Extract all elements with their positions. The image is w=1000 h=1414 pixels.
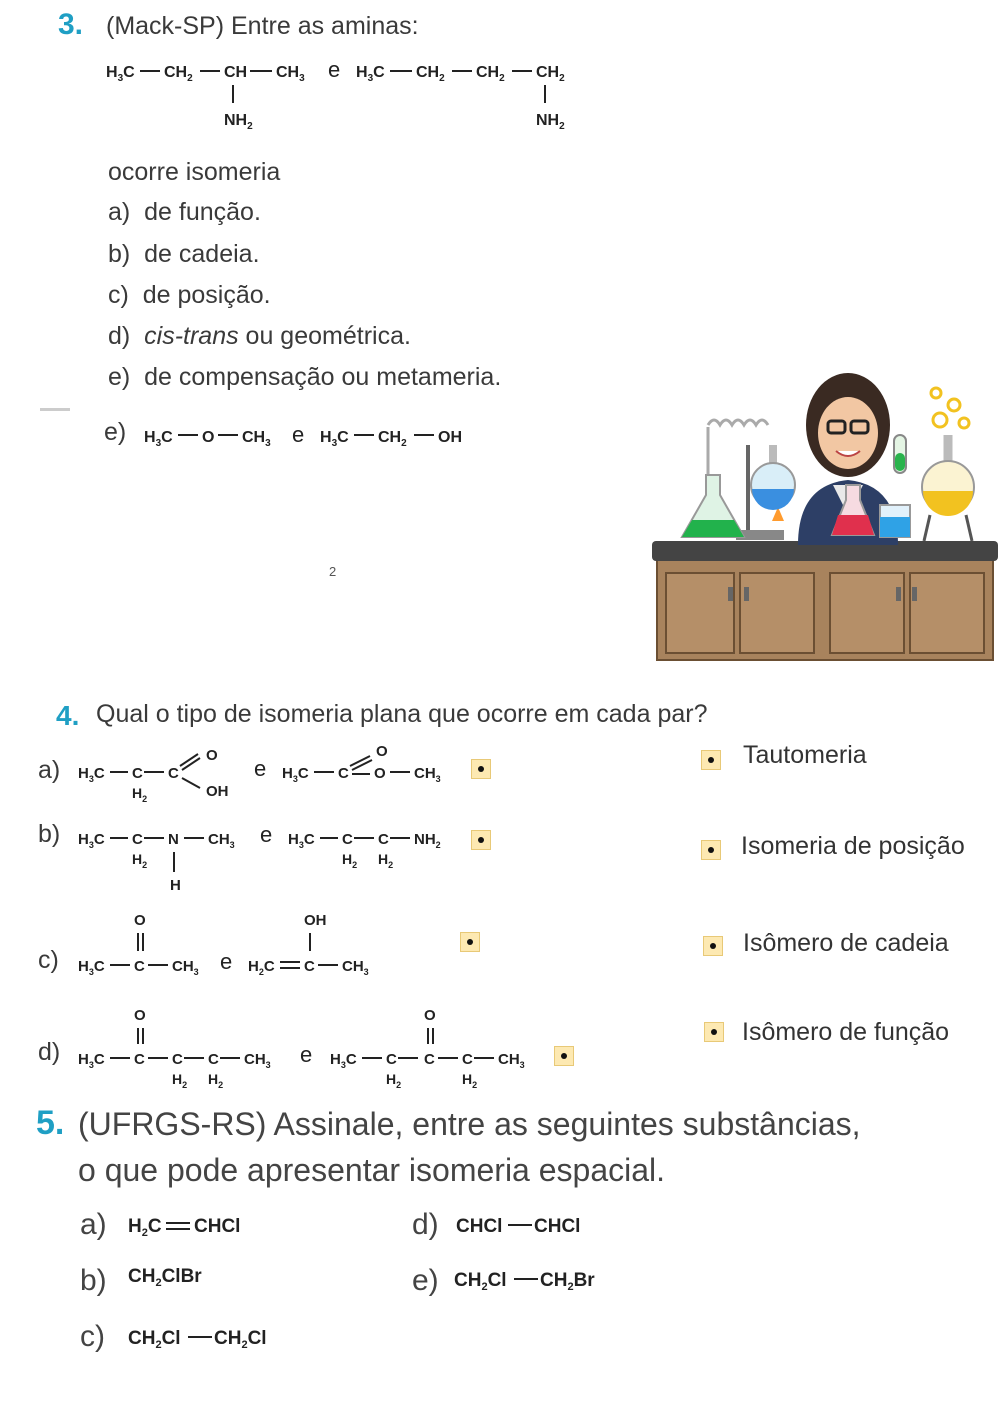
svg-text:NH2: $NH_2$ [536, 112, 565, 132]
amine-2 [356, 64, 565, 132]
svg-text:CH3: $CH_3$ [414, 765, 441, 784]
q4-pair-d-letter: d) [38, 1038, 61, 1066]
svg-text:CHCl: CHCl [456, 1216, 503, 1237]
svg-text:C: C [386, 1051, 397, 1068]
svg-text:CH2ClBr: $CH_2ClBr$ [128, 1266, 202, 1289]
option-text: de função. [144, 198, 261, 226]
svg-text:C: C [338, 765, 349, 782]
svg-text:O: O [206, 747, 218, 764]
svg-text:C: C [132, 831, 143, 848]
q5-option-a-formula [126, 1208, 266, 1244]
option-letter: a) [108, 198, 131, 226]
svg-text:H2C: $H_2C$ [248, 958, 275, 977]
svg-text:NH2: $NH_2$ [414, 831, 441, 850]
question-3-number: 3. [58, 8, 84, 41]
q4-pair-a-drop-target[interactable] [471, 759, 491, 779]
svg-text:CH3: $CH_3$ [244, 1051, 271, 1070]
svg-text:H2: $H_2$ [386, 1071, 402, 1090]
question-3-intro: (Mack-SP) Entre as aminas: [106, 12, 419, 40]
svg-text:CHCl: CHCl [534, 1216, 581, 1237]
svg-text:CH3: $CH_3$ [276, 64, 305, 84]
q4-pair-c-structures [74, 905, 404, 985]
svg-text:CH3: $CH_3$ [498, 1051, 525, 1070]
svg-text:CH2: $CH_2$ [536, 64, 565, 84]
q4-connector: e [300, 1042, 313, 1067]
question-5-line2: o que pode apresentar isomeria espacial. [78, 1152, 666, 1188]
svg-text:H2: $H_2$ [208, 1071, 224, 1090]
amine-1 [106, 64, 305, 132]
svg-text:O: O [202, 429, 215, 446]
svg-text:C: C [134, 958, 145, 975]
svg-text:H: H [170, 877, 181, 894]
answer-tautomeria[interactable]: Tautomeria [743, 741, 867, 769]
q3-extra-letter: e) [104, 418, 127, 446]
question-4-number: 4. [56, 700, 80, 731]
svg-text:H3C: $H_3C$ [78, 831, 105, 850]
q4-connector: e [220, 949, 233, 974]
q4-connector: e [260, 822, 273, 847]
svg-text:OH: OH [304, 912, 327, 929]
q5-option-c-formula [126, 1320, 306, 1356]
q4-pair-a-structures [74, 742, 474, 806]
svg-text:C: C [304, 958, 315, 975]
svg-text:N: N [168, 831, 179, 848]
q4-pair-a-letter: a) [38, 756, 61, 784]
svg-text:H3C: $H_3C$ [282, 765, 309, 784]
svg-text:O: O [376, 743, 388, 760]
option-letter: b) [108, 240, 131, 268]
svg-text:CHCl: CHCl [194, 1216, 241, 1237]
svg-text:C: C [462, 1051, 473, 1068]
svg-text:H2: $H_2$ [132, 851, 148, 870]
svg-text:H2: $H_2$ [342, 851, 358, 870]
q3-option-c[interactable] [108, 281, 271, 310]
svg-text:H2: $H_2$ [172, 1071, 188, 1090]
q5-option-e-formula [452, 1262, 622, 1298]
svg-text:CH2: $CH_2$ [476, 64, 505, 84]
answer-3-handle[interactable] [703, 936, 723, 956]
svg-text:OH: OH [206, 783, 229, 800]
svg-text:H2: $H_2$ [132, 785, 148, 804]
option-text: de posição. [142, 281, 271, 309]
svg-text:C: C [132, 765, 143, 782]
q5-option-c-letter[interactable]: c) [80, 1320, 105, 1353]
question-5-line1: (UFRGS-RS) Assinale, entre as seguintes substâncias, [78, 1106, 861, 1142]
q5-option-d-letter[interactable]: d) [412, 1208, 439, 1241]
q3-option-d[interactable] [108, 322, 411, 351]
option-text: de cadeia. [144, 240, 260, 268]
q4-pair-d-drop-target[interactable] [554, 1046, 574, 1066]
svg-text:CH2: $CH_2$ [416, 64, 445, 84]
q4-pair-b-drop-target[interactable] [471, 830, 491, 850]
svg-text:CH2Cl: $CH_2Cl$ [214, 1328, 267, 1351]
option-letter: c) [108, 281, 129, 309]
question-3-stem: ocorre isomeria [108, 158, 281, 186]
q5-option-a-letter[interactable]: a) [80, 1208, 107, 1241]
q3-option-a[interactable] [108, 198, 261, 227]
svg-text:H2: $H_2$ [378, 851, 394, 870]
q3-option-b[interactable] [108, 240, 260, 269]
answer-isomeria-posicao[interactable]: Isomeria de posição [741, 832, 965, 860]
option-text: ou geométrica. [238, 322, 411, 350]
svg-text:H3C: $H_3C$ [288, 831, 315, 850]
svg-text:C: C [134, 1051, 145, 1068]
option-text: de compensação ou metameria. [144, 363, 502, 391]
svg-text:H3C: $H_3C$ [106, 64, 135, 84]
svg-text:CH3: $CH_3$ [242, 429, 271, 449]
svg-text:C: C [208, 1051, 219, 1068]
svg-text:H3C: $H_3C$ [78, 958, 105, 977]
stray-number: 2 [329, 564, 337, 579]
q3-connector: e [328, 57, 341, 82]
question-4-text: Qual o tipo de isomeria plana que ocorre em cada par? [96, 700, 708, 728]
svg-text:H3C: $H_3C$ [356, 64, 385, 84]
svg-text:C: C [378, 831, 389, 848]
q3-option-e[interactable] [108, 363, 501, 392]
answer-2-handle[interactable] [701, 840, 721, 860]
q4-connector: e [254, 756, 267, 781]
svg-text:O: O [424, 1007, 436, 1024]
q3-extra-connector: e [292, 422, 305, 447]
cropped-fragment [40, 408, 70, 411]
q4-pair-c-letter: c) [38, 946, 59, 974]
answer-1-handle[interactable] [701, 750, 721, 770]
svg-text:CH2: $CH_2$ [378, 429, 407, 449]
svg-text:CH3: $CH_3$ [342, 958, 369, 977]
svg-text:H3C: $H_3C$ [320, 429, 349, 449]
svg-text:C: C [424, 1051, 435, 1068]
svg-text:C: C [172, 1051, 183, 1068]
svg-text:CH2Cl: $CH_2Cl$ [454, 1270, 507, 1293]
option-text-italic: cis-trans [144, 322, 239, 350]
svg-text:H3C: $H_3C$ [78, 1051, 105, 1070]
svg-text:H3C: $H_3C$ [330, 1051, 357, 1070]
q4-pair-b-structures [74, 820, 474, 896]
svg-text:C: C [168, 765, 179, 782]
svg-text:H2: $H_2$ [462, 1071, 478, 1090]
svg-text:C: C [342, 831, 353, 848]
svg-text:CH3: $CH_3$ [172, 958, 199, 977]
svg-text:O: O [134, 912, 146, 929]
q4-pair-d-structures [74, 1000, 554, 1090]
svg-text:CH3: $CH_3$ [208, 831, 235, 850]
svg-text:H3C: $H_3C$ [78, 765, 105, 784]
svg-text:CH2: $CH_2$ [164, 64, 193, 84]
answer-4-handle[interactable] [704, 1022, 724, 1042]
q5-option-b-letter[interactable]: b) [80, 1264, 107, 1297]
svg-text:H3C: $H_3C$ [144, 429, 173, 449]
q3-extra-structures [140, 420, 480, 454]
svg-text:OH: OH [438, 429, 462, 446]
svg-text:CH2Cl: $CH_2Cl$ [128, 1328, 181, 1351]
option-letter: d) [108, 322, 131, 350]
question-5-number: 5. [36, 1104, 65, 1142]
q3-amine-structures [100, 55, 590, 145]
answer-isomero-cadeia[interactable]: Isômero de cadeia [743, 929, 949, 957]
svg-text:NH2: $NH_2$ [224, 112, 253, 132]
q5-option-d-formula [454, 1208, 604, 1244]
svg-text:H2C: $H_2C$ [128, 1216, 162, 1239]
option-letter: e) [108, 363, 131, 391]
svg-text:CH: CH [224, 64, 248, 81]
svg-text:O: O [134, 1007, 146, 1024]
q4-pair-b-letter: b) [38, 820, 61, 848]
answer-isomero-funcao[interactable]: Isômero de função [742, 1018, 950, 1046]
q5-option-e-letter[interactable]: e) [412, 1264, 439, 1297]
svg-text:CH2Br: $CH_2Br$ [540, 1270, 595, 1293]
svg-text:O: O [374, 765, 386, 782]
q4-pair-c-drop-target[interactable] [460, 932, 480, 952]
teacher-lab-illustration [648, 365, 998, 662]
q5-option-b-formula [126, 1260, 266, 1296]
